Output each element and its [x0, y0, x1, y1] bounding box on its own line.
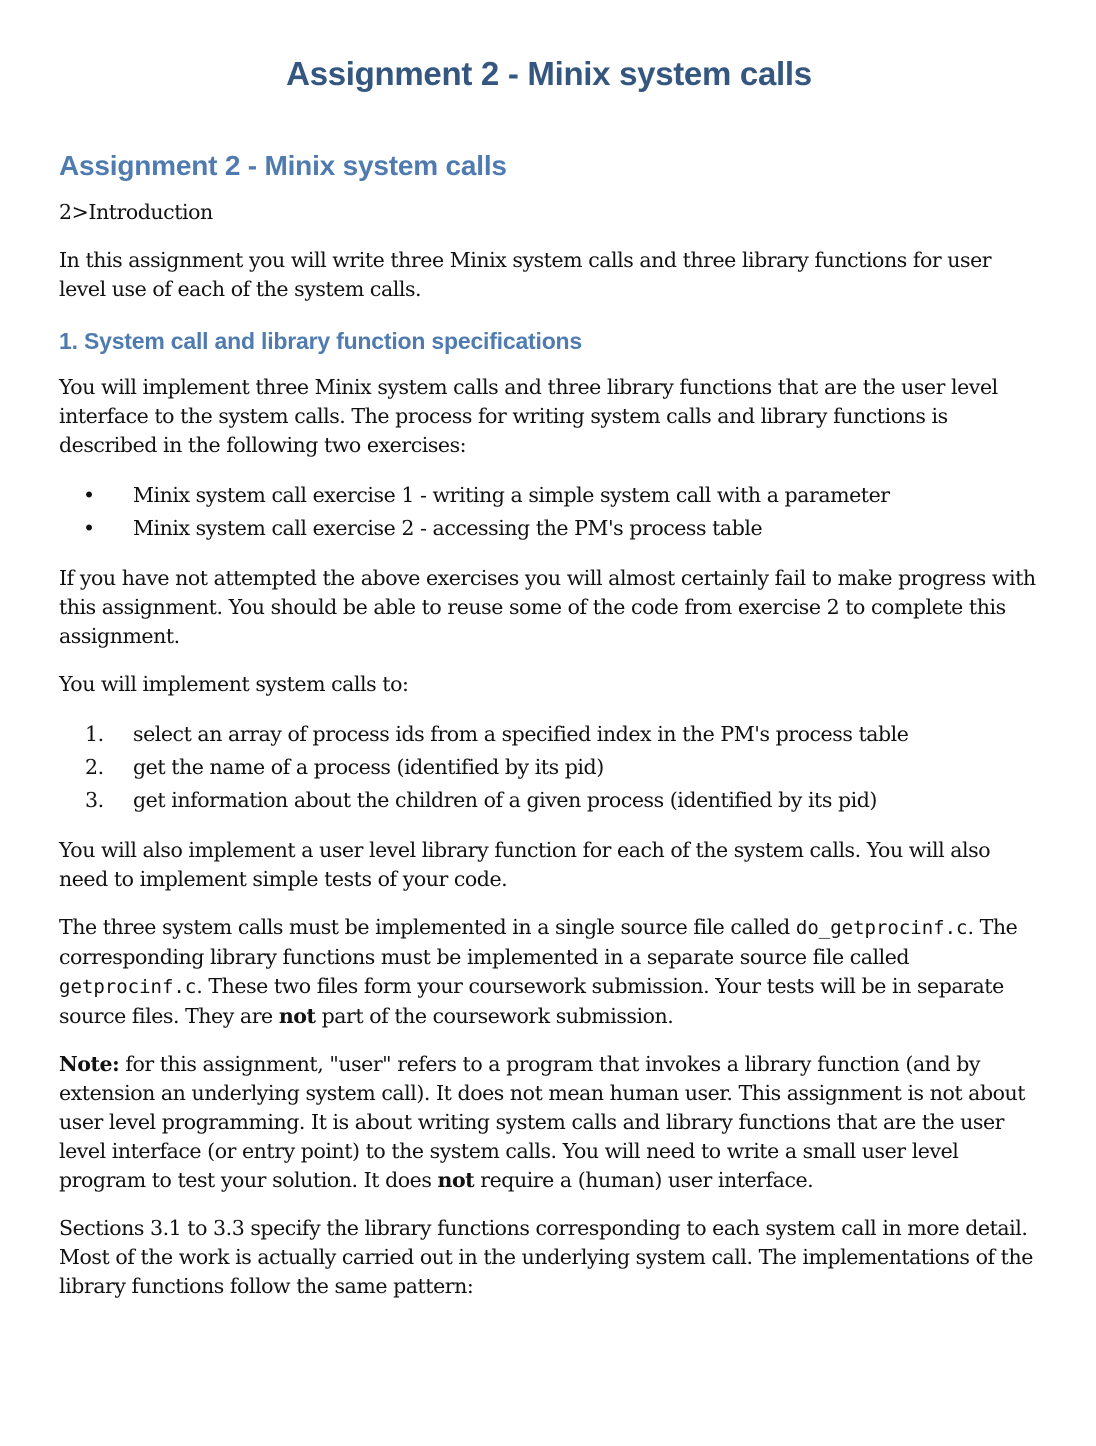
intro-label: 2>Introduction	[59, 200, 213, 224]
filename-do-getprocinf: do_getprocinf.c	[795, 917, 968, 939]
section1-paragraph-3: You will implement system calls to:	[59, 672, 409, 696]
section1-paragraph-4: You will also implement a user level library function for each of the system calls. You will also need to implement simple tests of your code.	[59, 838, 991, 891]
para5-text-4: part of the coursework submission.	[315, 1004, 674, 1028]
para5-text-1: The three system calls must be implemented in a single source file called	[59, 915, 796, 939]
section1-paragraph-1: You will implement three Minix system calls and three library functions that are the user level interface to the system calls. The process for writing system calls and library functions is described in the following two exercises:	[59, 375, 998, 457]
para5-text-2: . The corresponding library functions must be implemented in a separate source file called	[59, 915, 1018, 969]
emphasis-not: not	[278, 1004, 316, 1028]
assignment-heading: Assignment 2 - Minix system calls	[59, 150, 507, 181]
bullet-marker: •	[83, 516, 95, 540]
exercise-list	[59, 479, 1039, 545]
list-item	[59, 718, 1039, 751]
intro-paragraph: In this assignment you will write three Minix system calls and three library functions for user level use of each of the system calls.	[59, 248, 992, 301]
note-text-1: for this assignment, "user" refers to a program that invokes a library function (and by extension an underlying system call). It does not mean human user. This assignment is not about user level programming. It is about writing system calls and library functions that are the user level interface (or entry point) to the system calls. You will need to write a small user level program to test your solution. It does	[59, 1052, 1026, 1192]
para5-text-3: . These two files form your coursework submission. Your tests will be in separate source files. They are	[59, 974, 1004, 1028]
call-1-text: select an array of process ids from a specified index in the PM's process table	[133, 722, 909, 746]
list-number: 3.	[85, 788, 104, 812]
call-3-text: get information about the children of a given process (identified by its pid)	[133, 788, 877, 812]
call-2-text: get the name of a process (identified by its pid)	[133, 755, 604, 779]
exercise-2-text: Minix system call exercise 2 - accessing the PM's process table	[133, 516, 763, 540]
bullet-marker: •	[83, 483, 95, 507]
list-number: 2.	[85, 755, 104, 779]
note-label: Note:	[59, 1052, 120, 1076]
section1-paragraph-2: If you have not attempted the above exercises you will almost certainly fail to make progress with this assignment. You should be able to reuse some of the code from exercise 2 to complete this assignment.	[59, 566, 1036, 648]
section1-heading: 1. System call and library function specifications	[59, 328, 582, 354]
exercise-1-text: Minix system call exercise 1 - writing a simple system call with a parameter	[133, 483, 890, 507]
list-item	[59, 751, 1039, 784]
section1-paragraph-5	[59, 913, 1039, 1031]
section1-paragraph-6: Sections 3.1 to 3.3 specify the library functions corresponding to each system call in more detail. Most of the work is actually carried out in the underlying system call. The implementations of the library functions follow the same pattern:	[59, 1216, 1033, 1298]
list-item	[59, 479, 1039, 512]
list-item	[59, 784, 1039, 817]
system-call-list	[59, 718, 1039, 817]
filename-getprocinf: getprocinf.c	[59, 976, 197, 998]
note-text-2: require a (human) user interface.	[474, 1168, 814, 1192]
document-title: Assignment 2 - Minix system calls	[286, 55, 812, 92]
emphasis-not: not	[437, 1168, 475, 1192]
note-paragraph	[59, 1050, 1039, 1195]
document-body	[59, 150, 1039, 1320]
list-item	[59, 512, 1039, 545]
list-number: 1.	[85, 722, 104, 746]
